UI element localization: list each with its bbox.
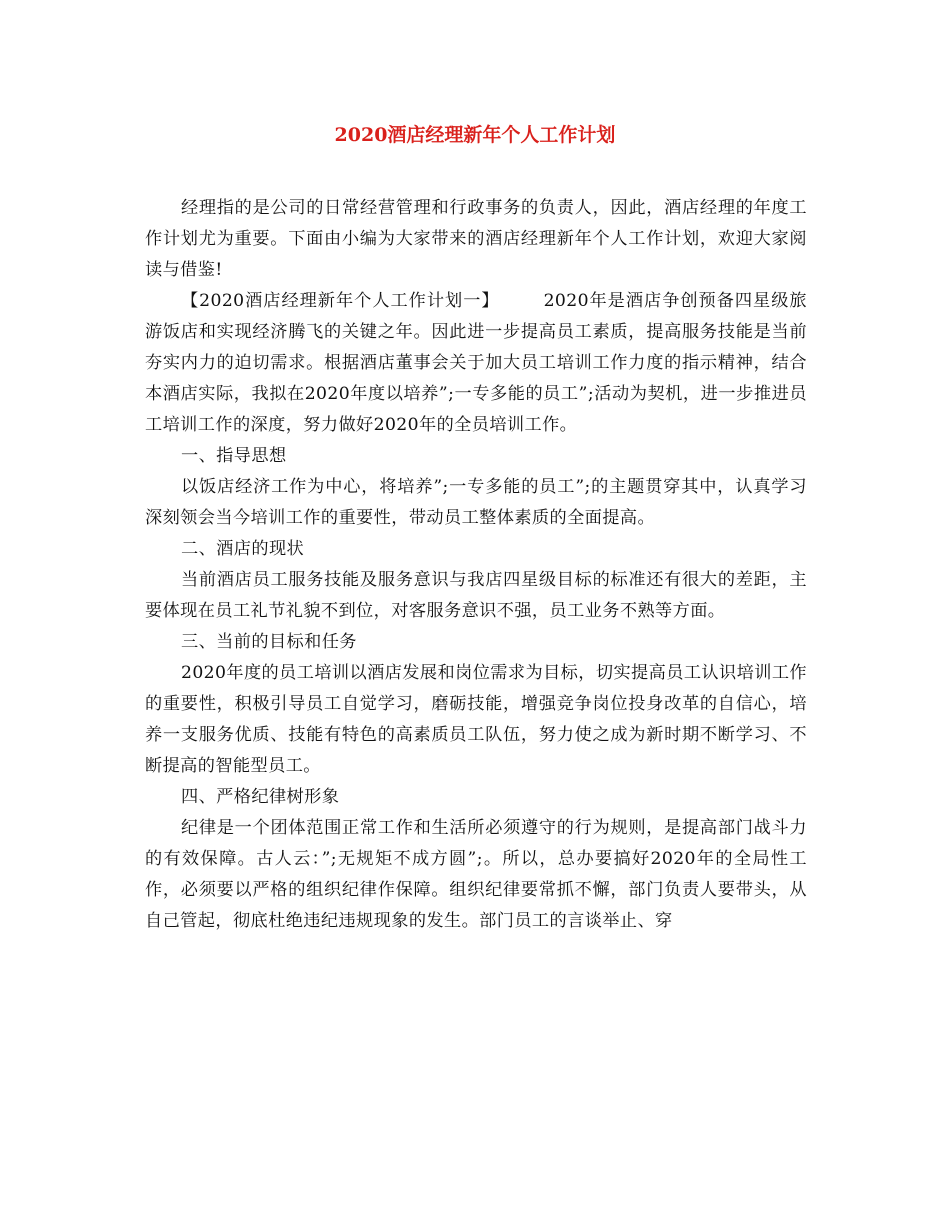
plan-one-text: 2020年是酒店争创预备四星级旅游饭店和实现经济腾飞的关键之年。因此进一步提高员工素质，提高服务技能是当前夯实内力的迫切需求。根据酒店董事会关于加大员工培训工作力度的指示精神，结合本酒店实际，我拟在2020年度以培养”;一专多能的员工”;活动为契机，进一步推进员工培训工作的深度，努力做好2020年的全员培训工作。	[145, 291, 807, 435]
document-title: 2020酒店经理新年个人工作计划	[334, 124, 616, 146]
section-text-discipline-image: 纪律是一个团体范围正常工作和生活所必须遵守的行为规则，是提高部门战斗力的有效保障。古人云：”;无规矩不成方圆”;。所以，总办要搞好2020年的全局性工作，必须要以严格的组织纪律作保障。组织纪律要常抓不懈，部门负责人要带头，从自己管起，彻底杜绝违纪违规现象的发生。部门员工的言谈举止、穿	[145, 818, 807, 931]
section-text-guiding-ideology: 以饭店经济工作为中心，将培养”;一专多能的员工”;的主题贯穿其中，认真学习深刻领会当今培训工作的重要性，带动员工整体素质的全面提高。	[145, 477, 807, 528]
intro-paragraph: 经理指的是公司的日常经营管理和行政事务的负责人，因此，酒店经理的年度工作计划尤为重要。下面由小编为大家带来的酒店经理新年个人工作计划，欢迎大家阅读与借鉴!	[145, 198, 807, 280]
document-body	[145, 193, 807, 937]
plan-one-heading: 【2020酒店经理新年个人工作计划一】	[181, 291, 500, 311]
section-text-hotel-status: 当前酒店员工服务技能及服务意识与我店四星级目标的标准还有很大的差距，主要体现在员工礼节礼貌不到位，对客服务意识不强，员工业务不熟等方面。	[145, 570, 807, 621]
section-heading-discipline-image: 四、严格纪律树形象	[181, 787, 340, 807]
section-heading-guiding-ideology: 一、指导思想	[181, 446, 287, 466]
section-heading-goals-tasks: 三、当前的目标和任务	[181, 632, 357, 652]
section-heading-hotel-status: 二、酒店的现状	[181, 539, 305, 559]
section-text-goals-tasks: 2020年度的员工培训以酒店发展和岗位需求为目标，切实提高员工认识培训工作的重要性，积极引导员工自觉学习，磨砺技能，增强竞争岗位投身改革的自信心，培养一支服务优质、技能有特色的高素质员工队伍，努力使之成为新时期不断学习、不断提高的智能型员工。	[145, 663, 807, 776]
plan-one-paragraph	[145, 286, 807, 441]
